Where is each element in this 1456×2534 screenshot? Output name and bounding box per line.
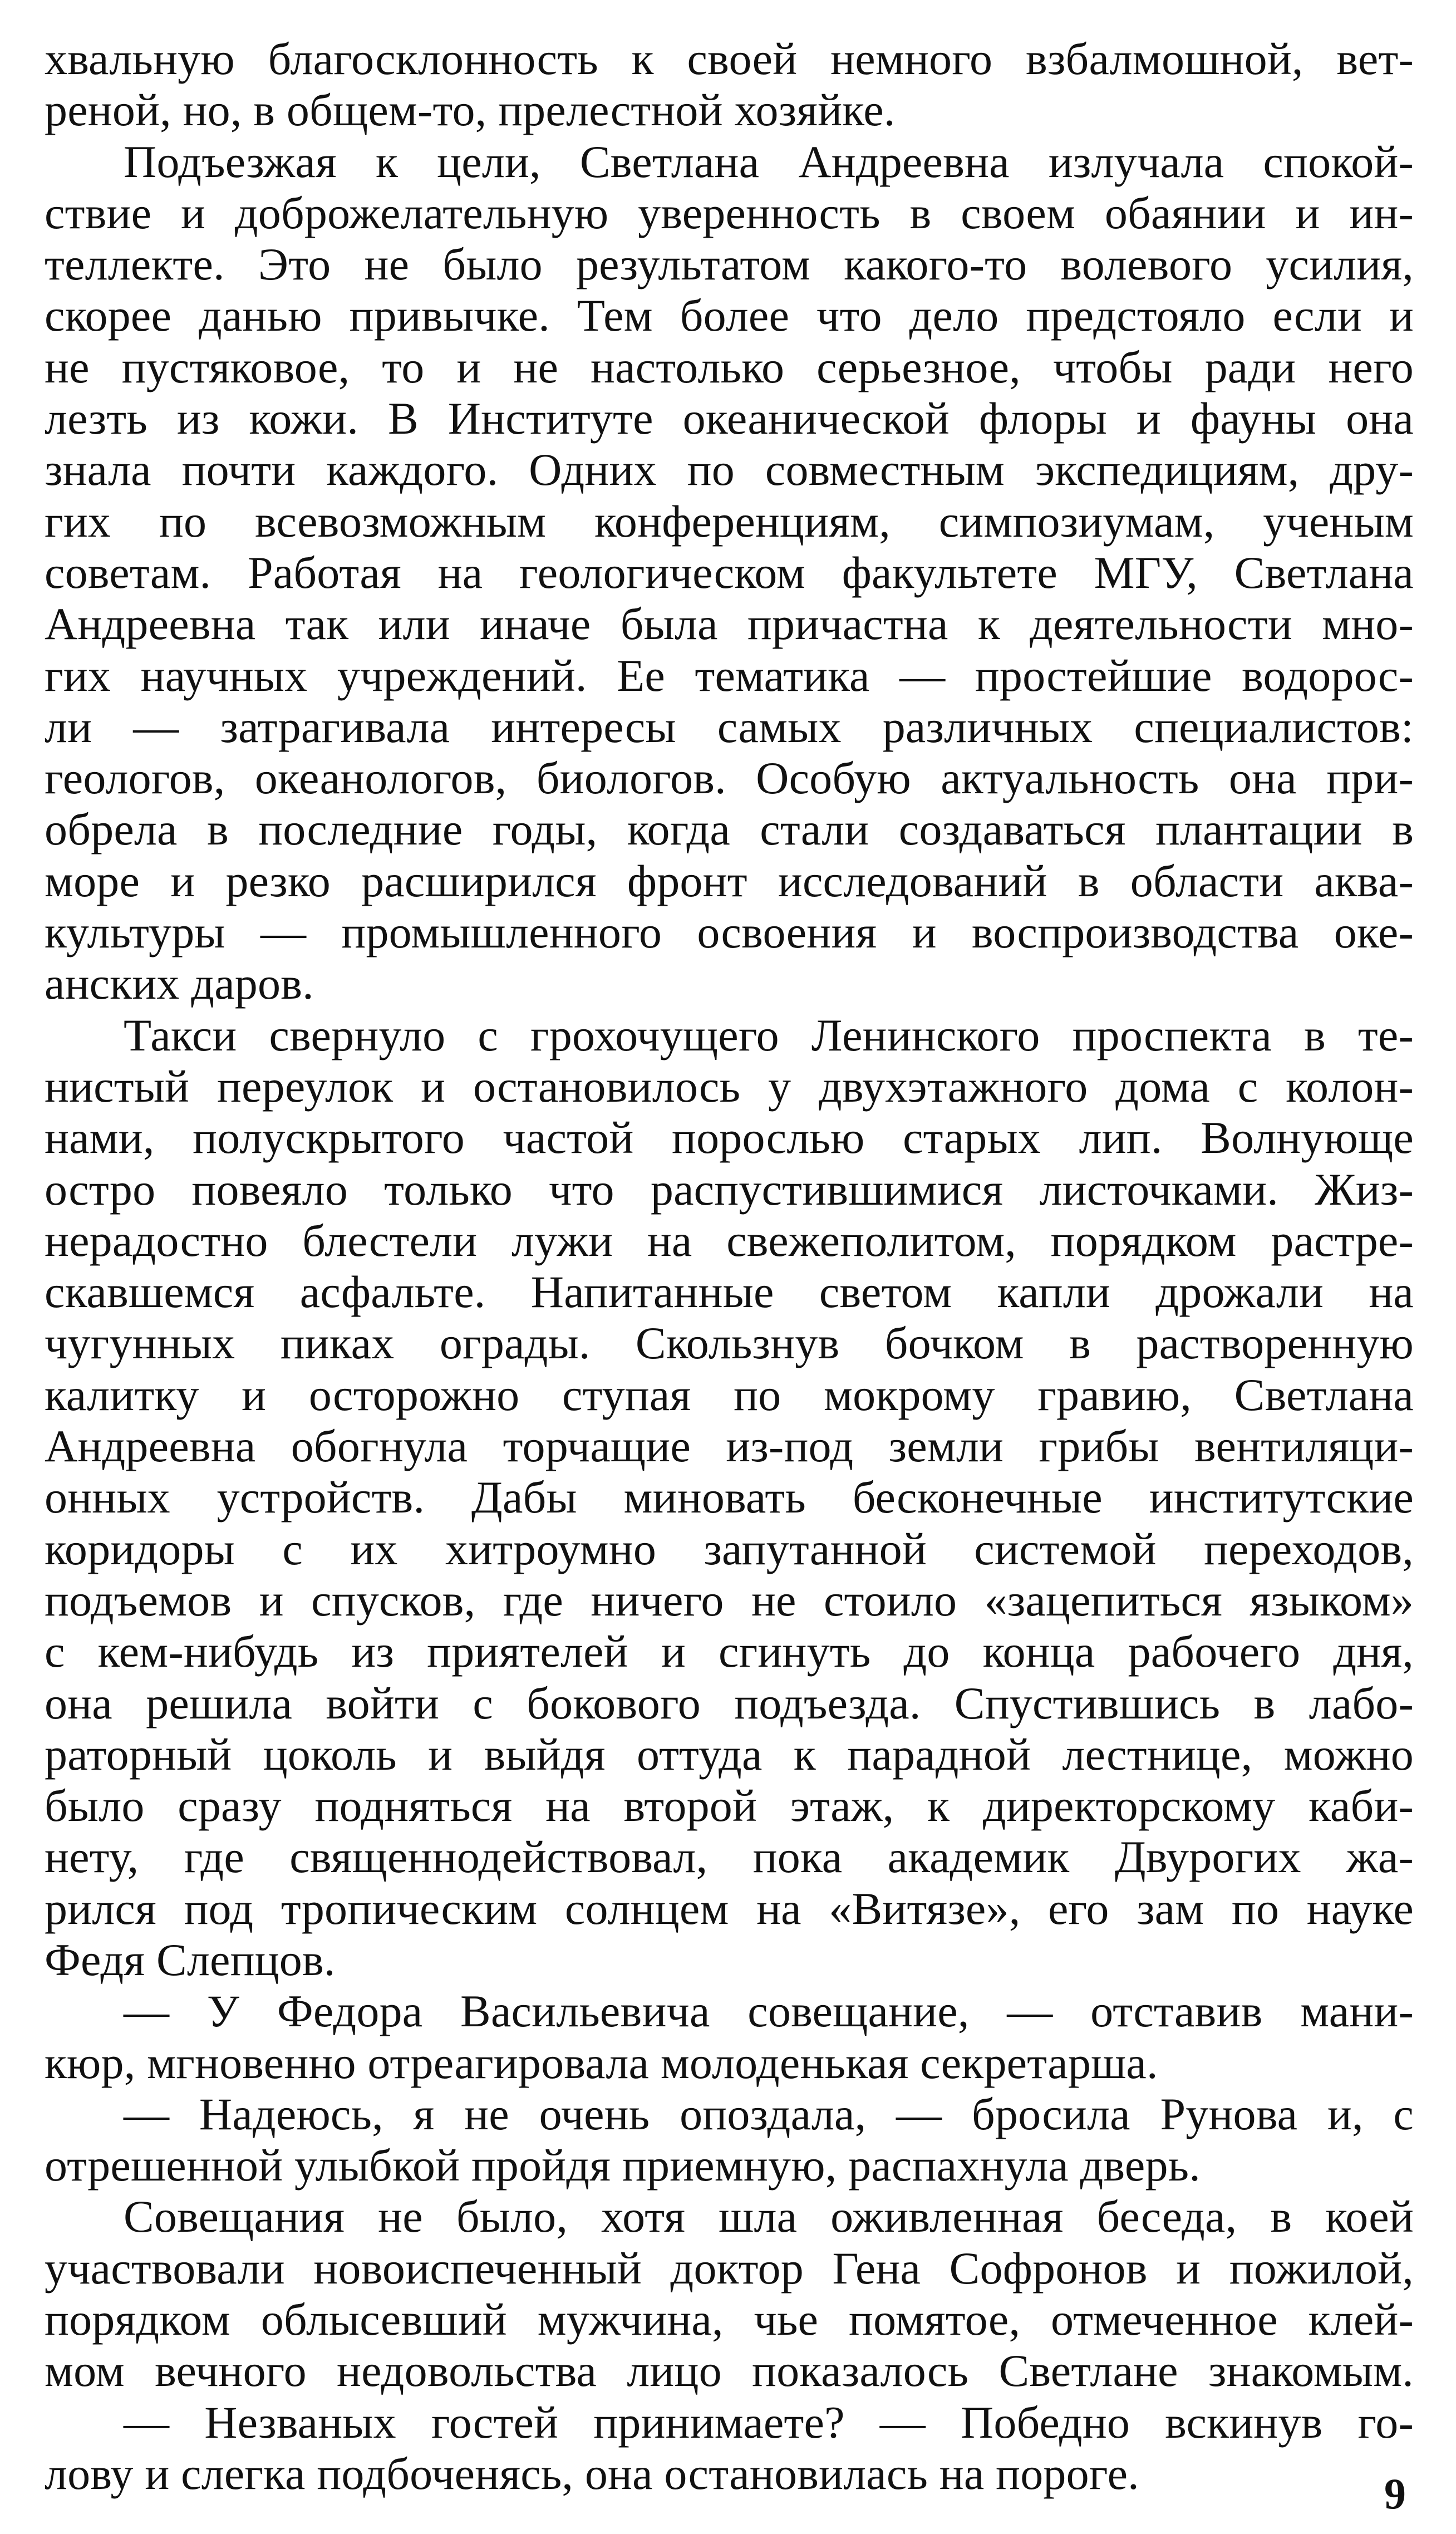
text-line: анских даров. [45, 958, 314, 1009]
text-line: участвовали новоиспеченный доктор Гена Софронов и пожилой, [45, 2242, 1414, 2294]
text-line: советам. Работая на геологическом факультете МГУ, Светлана [45, 547, 1414, 598]
text-line: порядком облысевший мужчина, чье помятое, отмеченное клей- [45, 2294, 1414, 2345]
text-line: с кем-нибудь из приятелей и сгинуть до конца рабочего дня, [45, 1626, 1414, 1677]
text-line: гих научных учреждений. Ее тематика — простейшие водорос- [45, 650, 1414, 701]
text-line: Совещания не было, хотя шла оживленная беседа, в коей [124, 2191, 1414, 2242]
text-line: хвальную благосклонность к своей немного взбалмошной, вет- [45, 33, 1414, 84]
text-line: Андреевна так или иначе была причастна к деятельности мно- [45, 598, 1414, 650]
text-line: нистый переулок и остановилось у двухэтажного дома с колон- [45, 1060, 1414, 1112]
text-line: нами, полускрытого частой порослью старых лип. Волнующе [45, 1112, 1414, 1163]
text-line: море и резко расширился фронт исследований в области аква- [45, 855, 1414, 906]
text-line: Подъезжая к цели, Светлана Андреевна излучала спокой- [124, 136, 1414, 187]
text-line: онных устройств. Дабы миновать бесконечные институтские [45, 1472, 1414, 1523]
text-line: она решила войти с бокового подъезда. Спустившись в лабо- [45, 1677, 1414, 1728]
text-line: скавшемся асфальте. Напитанные светом капли дрожали на [45, 1266, 1414, 1318]
text-line: — У Федора Васильевича совещание, — отставив мани- [124, 1986, 1414, 2037]
text-line: реной, но, в общем-то, прелестной хозяйке. [45, 85, 896, 136]
text-line: лову и слегка подбоченясь, она остановилась на пороге. [45, 2448, 1139, 2499]
text-line: калитку и осторожно ступая по мокрому гравию, Светлана [45, 1369, 1414, 1420]
text-line: чугунных пиках ограды. Скользнув бочком в растворенную [45, 1318, 1414, 1369]
text-line: обрела в последние годы, когда стали создаваться плантации в [45, 804, 1414, 855]
text-line: коридоры с их хитроумно запутанной системой переходов, [45, 1523, 1414, 1574]
text-line: нерадостно блестели лужи на свежеполитом, порядком растре- [45, 1215, 1414, 1266]
text-line: ствие и доброжелательную уверенность в своем обаянии и ин- [45, 187, 1414, 238]
book-page [45, 33, 1414, 2499]
text-line: геологов, океанологов, биологов. Особую актуальность она при- [45, 753, 1414, 804]
text-line: ли — затрагивала интересы самых различных специалистов: [45, 701, 1414, 752]
text-line: мом вечного недовольства лицо показалось Светлане знакомым. [45, 2345, 1414, 2397]
text-line: — Надеюсь, я не очень опоздала, — бросила Рунова и, с [124, 2088, 1414, 2139]
text-line: Такси свернуло с грохочущего Ленинского проспекта в те- [124, 1009, 1414, 1060]
text-line: подъемов и спусков, где ничего не стоило «зацепиться языком» [45, 1574, 1414, 1626]
text-line: гих по всевозможным конференциям, симпозиумам, ученым [45, 495, 1414, 547]
text-line: рился под тропическим солнцем на «Витязе», его зам по науке [45, 1883, 1414, 1934]
text-line: лезть из кожи. В Институте океанической флоры и фауны она [45, 393, 1414, 444]
text-line: знала почти каждого. Одних по совместным экспедициям, дру- [45, 444, 1414, 495]
text-line: скорее данью привычке. Тем более что дело предстояло если и [45, 290, 1414, 341]
text-line: нету, где священнодействовал, пока академик Двурогих жа- [45, 1831, 1414, 1883]
text-line: Федя Слепцов. [45, 1934, 336, 1985]
text-line: Андреевна обогнула торчащие из-под земли грибы вентиляци- [45, 1421, 1414, 1472]
text-line: раторный цоколь и выйдя оттуда к парадной лестнице, можно [45, 1728, 1414, 1780]
text-line: было сразу подняться на второй этаж, к директорскому каби- [45, 1780, 1414, 1831]
text-line: теллекте. Это не было результатом какого-то волевого усилия, [45, 239, 1414, 290]
page-number: 9 [1384, 2469, 1406, 2518]
text-line: не пустяковое, то и не настолько серьезное, чтобы ради него [45, 341, 1414, 392]
text-line: отрешенной улыбкой пройдя приемную, распахнула дверь. [45, 2140, 1201, 2191]
text-line: — Незваных гостей принимаете? — Победно вскинув го- [124, 2397, 1414, 2448]
text-line: культуры — промышленного освоения и воспроизводства оке- [45, 907, 1414, 958]
text-line: остро повеяло только что распустившимися листочками. Жиз- [45, 1163, 1414, 1215]
text-line: кюр, мгновенно отреагировала молоденькая секретарша. [45, 2037, 1158, 2088]
